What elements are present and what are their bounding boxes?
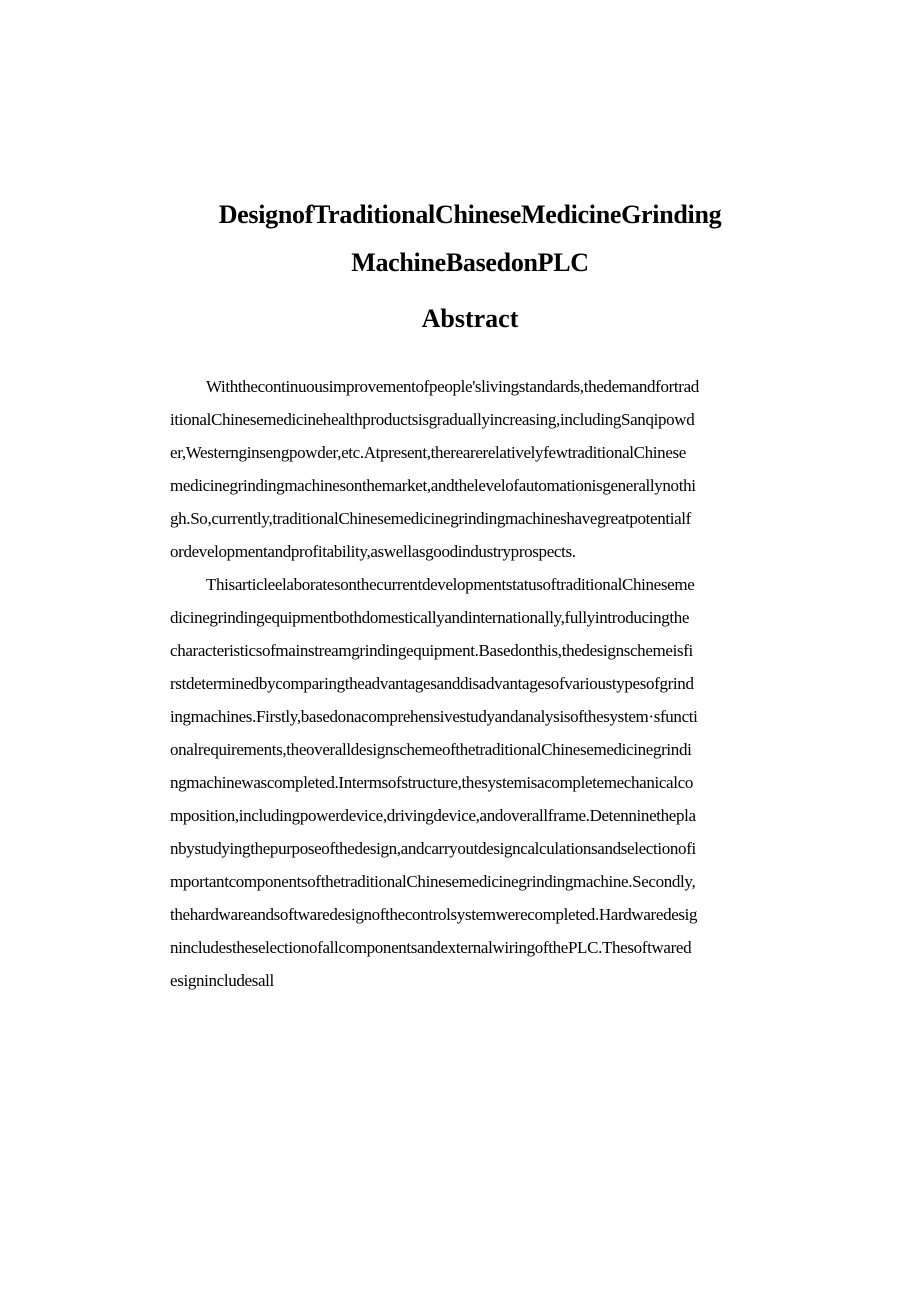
- paragraph-line: itionalChinesemedicinehealthproductsisgraduallyincreasing,includingSanqipowd: [170, 410, 695, 429]
- abstract-heading: Abstract: [421, 304, 519, 333]
- paragraph-line: ThisarticleelaboratesonthecurrentdevelopmentstatusoftraditionalChineseme: [206, 575, 695, 594]
- title-line-2: MachineBasedonPLC: [351, 248, 589, 277]
- paragraph-2: [170, 572, 790, 1001]
- paragraph-line: nbystudyingthepurposeofthedesign,andcarryoutdesigncalculationsandselectionofi: [170, 839, 696, 858]
- paragraph-line: onalrequirements,theoveralldesignschemeofthetraditionalChinesemedicinegrindi: [170, 740, 692, 759]
- paragraph-line: ngmachinewascompleted.Intermsofstructure,thesystemisacompletemechanicalco: [170, 773, 693, 792]
- paragraph-line: mportantcomponentsofthetraditionalChinesemedicinegrindingmachine.Secondly,: [170, 872, 696, 891]
- paragraph-line: rstdeterminedbycomparingtheadvantagesanddisadvantagesofvarioustypesofgrind: [170, 674, 694, 693]
- abstract-body: [170, 374, 790, 1001]
- paragraph-line: nincludestheselectionofallcomponentsandexternalwiringofthePLC.Thesoftwared: [170, 938, 692, 957]
- paragraph-line: Withthecontinuousimprovementofpeople'slivingstandards,thedemandfortrad: [206, 377, 699, 396]
- paragraph-line: er,Westernginsengpowder,etc.Atpresent,therearerelativelyfewtraditionalChinese: [170, 443, 686, 462]
- paragraph-line: esignincludesall: [170, 971, 274, 990]
- paragraph-line: gh.So,currently,traditionalChinesemedicinegrindingmachineshavegreatpotentialf: [170, 509, 691, 528]
- paragraph-line: dicinegrindingequipmentbothdomesticallyandinternationally,fullyintroducingthe: [170, 608, 690, 627]
- paragraph-line: mposition,includingpowerdevice,drivingdevice,andoverallframe.Detenninethepla: [170, 806, 696, 825]
- paragraph-line: medicinegrindingmachinesonthemarket,andthelevelofautomationisgenerallynothi: [170, 476, 696, 495]
- paragraph-1: [170, 374, 790, 572]
- paragraph-line: thehardwareandsoftwaredesignofthecontrolsystemwerecompleted.Hardwaredesig: [170, 905, 698, 924]
- paragraph-line: characteristicsofmainstreamgrindingequipment.Basedonthis,thedesignschemeisfi: [170, 641, 693, 660]
- paragraph-line: ingmachines.Firstly,basedonacomprehensivestudyandanalysisofthesystem·sfuncti: [170, 707, 698, 726]
- paragraph-line: ordevelopmentandprofitability,aswellasgoodindustryprospects.: [170, 542, 576, 561]
- title-line-1: DesignofTraditionalChineseMedicineGrinding: [218, 200, 722, 229]
